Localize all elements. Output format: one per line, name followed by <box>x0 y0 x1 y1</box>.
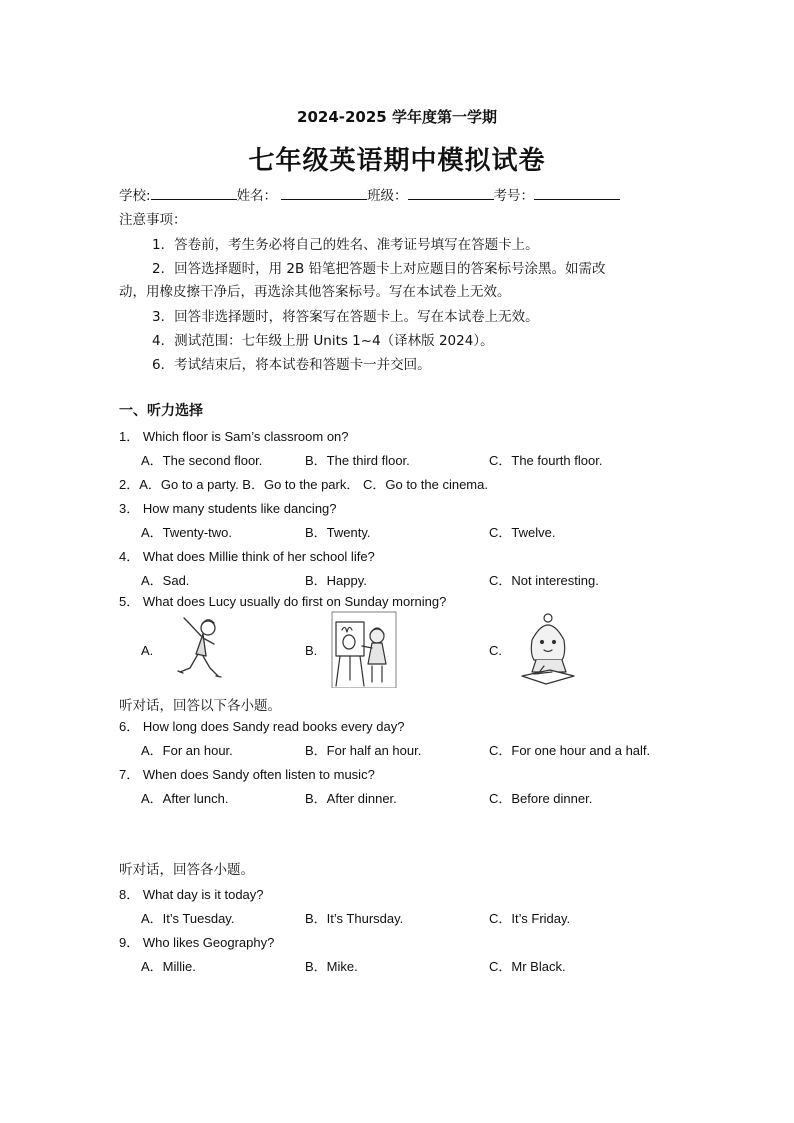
school-blank[interactable] <box>151 185 237 200</box>
q9-option-a[interactable]: A．Millie. <box>141 959 196 974</box>
note-3: 3．回答非选择题时，将答案写在答题卡上。写在本试卷上无效。 <box>152 309 539 325</box>
q4-option-b[interactable]: B．Happy. <box>305 573 367 588</box>
q5-option-a[interactable]: A. <box>141 643 154 658</box>
q1-option-a[interactable]: A．The second floor. <box>141 453 263 468</box>
class-blank[interactable] <box>408 185 494 200</box>
section-heading: 一、听力选择 <box>119 403 203 419</box>
q6-option-b[interactable]: B．For half an hour. <box>305 743 422 758</box>
q8-option-b[interactable]: B．It’s Thursday. <box>305 911 404 926</box>
exam-subtitle: 2024-2025 学年度第一学期 <box>297 108 497 126</box>
q1-option-c[interactable]: C．The fourth floor. <box>489 453 603 468</box>
question-6: 6． How long does Sandy read books every day? <box>119 719 405 734</box>
q9-option-b[interactable]: B．Mike. <box>305 959 358 974</box>
name-blank[interactable] <box>281 185 367 200</box>
question-4: 4． What does Millie think of her school life? <box>119 549 375 564</box>
q7-option-b[interactable]: B．After dinner. <box>305 791 397 806</box>
q1-option-b[interactable]: B．The third floor. <box>305 453 410 468</box>
q6-option-a[interactable]: A．For an hour. <box>141 743 233 758</box>
girl-exercising-icon <box>170 614 232 682</box>
q7-option-a[interactable]: A．After lunch. <box>141 791 229 806</box>
note-4: 4．测试范围：七年级上册 Units 1~4（译林版 2024）。 <box>152 333 494 349</box>
student-info-row <box>119 184 620 204</box>
q3-option-c[interactable]: C．Twelve. <box>489 525 556 540</box>
question-5: 5． What does Lucy usually do first on Sunday morning? <box>119 594 447 609</box>
q7-option-c[interactable]: C．Before dinner. <box>489 791 593 806</box>
class-label: 班级： <box>367 188 408 204</box>
note-1: 1．答卷前，考生务必将自己的姓名、准考证号填写在答题卡上。 <box>152 237 539 253</box>
girl-painting-icon <box>330 610 398 688</box>
question-8: 8． What day is it today? <box>119 887 264 902</box>
question-2-options[interactable]: 2．A．Go to a party. B．Go to the park． C．Go to the cinema. <box>119 477 488 492</box>
q8-option-a[interactable]: A．It’s Tuesday. <box>141 911 235 926</box>
note-2a: 2．回答选择题时，用 2B 铅笔把答题卡上对应题目的答案标号涂黑。如需改 <box>152 261 606 277</box>
name-label: 姓名： <box>236 188 278 204</box>
q3-option-a[interactable]: A．Twenty-two. <box>141 525 233 540</box>
exam-no-label: 考号： <box>493 188 535 204</box>
school-label: 学校: <box>119 188 151 204</box>
dialog-1-instruction: 听对话，回答以下各小题。 <box>119 698 281 714</box>
q5-option-b[interactable]: B. <box>305 643 318 658</box>
girl-writing-icon <box>514 612 580 686</box>
question-7: 7． When does Sandy often listen to music? <box>119 767 375 782</box>
q4-option-a[interactable]: A．Sad. <box>141 573 190 588</box>
q6-option-c[interactable]: C．For one hour and a half. <box>489 743 651 758</box>
q4-option-c[interactable]: C．Not interesting. <box>489 573 599 588</box>
dialog-2-instruction: 听对话，回答各小题。 <box>119 862 254 878</box>
exam-no-blank[interactable] <box>534 185 620 200</box>
notes-heading: 注意事项： <box>119 212 187 228</box>
question-3: 3． How many students like dancing? <box>119 501 337 516</box>
q5-option-c[interactable]: C. <box>489 643 502 658</box>
q8-option-c[interactable]: C．It’s Friday. <box>489 911 571 926</box>
exam-title: 七年级英语期中模拟试卷 <box>248 146 546 176</box>
question-1: 1． Which floor is Sam’s classroom on? <box>119 429 349 444</box>
note-2b: 动，用橡皮擦干净后，再选涂其他答案标号。写在本试卷上无效。 <box>119 284 511 300</box>
q3-option-b[interactable]: B．Twenty. <box>305 525 371 540</box>
q9-option-c[interactable]: C．Mr Black. <box>489 959 566 974</box>
question-9: 9． Who likes Geography? <box>119 935 275 950</box>
note-6: 6．考试结束后，将本试卷和答题卡一并交回。 <box>152 357 431 373</box>
